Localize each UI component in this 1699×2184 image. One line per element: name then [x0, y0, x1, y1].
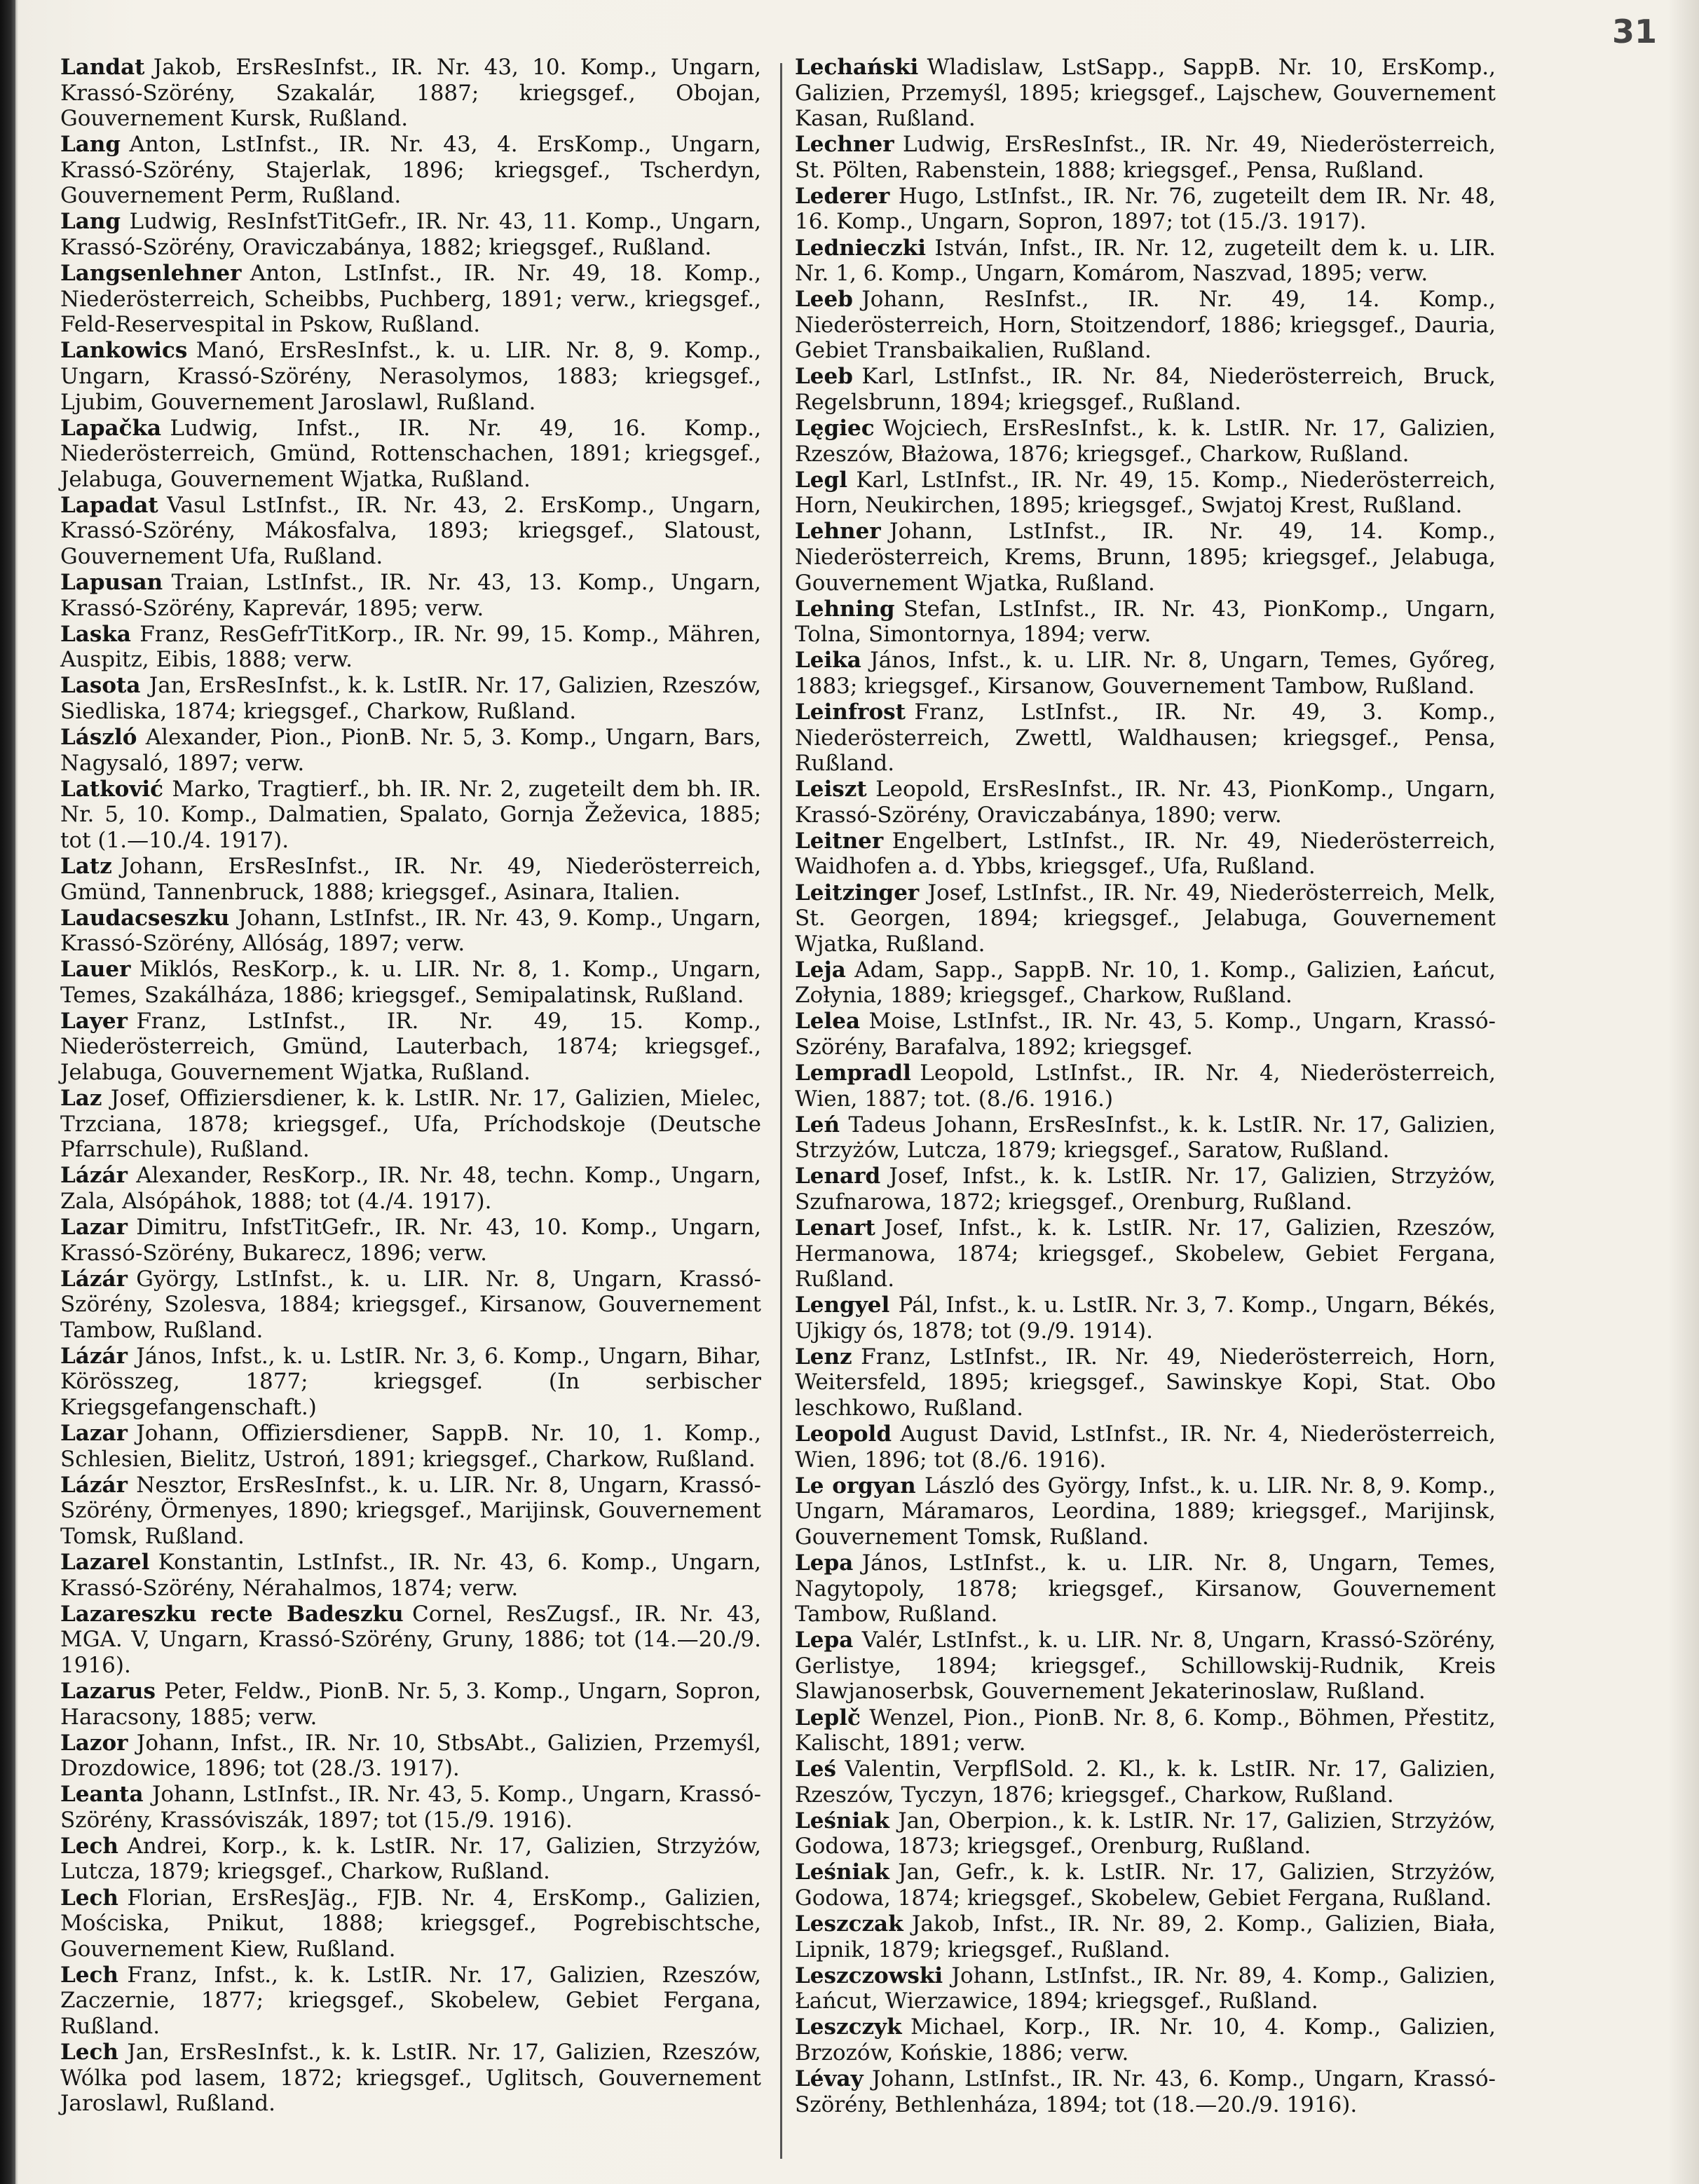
- entry-surname: Lankowics: [60, 338, 188, 364]
- left-column: [60, 55, 761, 2117]
- register-entry: [795, 1292, 1496, 1344]
- register-entry: [60, 1834, 761, 1885]
- register-entry: [795, 519, 1496, 596]
- entry-surname: Leitner: [795, 828, 884, 854]
- entry-surname: Lech: [60, 1885, 118, 1911]
- register-entry: [60, 1602, 761, 1679]
- entry-details: Franz, LstInfst., IR. Nr. 49, 3. Komp., Niederösterreich, Zwettl, Waldhausen; kriegsgef., Pensa, Rußland.: [795, 699, 1496, 777]
- entry-surname: Leszczowski: [795, 1963, 943, 1988]
- register-entry: [60, 1215, 761, 1266]
- entry-details: Valentin, VerpflSold. 2. Kl., k. k. LstIR. Nr. 17, Galizien, Rzeszów, Tyczyn, 1876; kriegsgef., Charkow, Rußland.: [795, 1756, 1496, 1808]
- entry-details: Leopold, LstInfst., IR. Nr. 4, Niederösterreich, Wien, 1887; tot. (8./6. 1916.): [795, 1060, 1496, 1112]
- entry-surname: Lepa: [795, 1550, 854, 1576]
- entry-surname: Lazareszku recte Badeszku: [60, 1601, 404, 1627]
- entry-details: Johann, LstInfst., IR. Nr. 49, 14. Komp., Niederösterreich, Krems, Brunn, 1895; kriegsgef., Jelabuga, Gouvernement Wjatka, Rußland.: [795, 519, 1496, 596]
- entry-details: Andrei, Korp., k. k. LstIR. Nr. 17, Galizien, Strzyżów, Lutcza, 1879; kriegsgef., Charkow, Rußland.: [60, 1833, 761, 1885]
- entry-details: Jan, Oberpion., k. k. LstIR. Nr. 17, Galizien, Strzyżów, Godowa, 1873; kriegsgef., Orenburg, Rußland.: [795, 1808, 1496, 1859]
- entry-details: István, Infst., IR. Nr. 12, zugeteilt dem k. u. LIR. Nr. 1, 6. Komp., Ungarn, Komárom, Naszvad, 1895; verw.: [795, 235, 1496, 287]
- register-entry: [60, 673, 761, 724]
- register-entry: [795, 1163, 1496, 1215]
- entry-details: Peter, Feldw., PionB. Nr. 5, 3. Komp., Ungarn, Sopron, Haracsony, 1885; verw.: [60, 1678, 761, 1730]
- register-entry: [60, 261, 761, 338]
- entry-details: János, Infst., k. u. LstIR. Nr. 3, 6. Komp., Ungarn, Bihar, Körösszeg, 1877; kriegsgef. (In serbischer Kriegsgefangenschaft.): [60, 1343, 761, 1421]
- entry-surname: Leśniak: [795, 1808, 889, 1834]
- register-entry: [60, 1550, 761, 1601]
- entry-surname: Lech: [60, 1833, 118, 1859]
- register-entry: [795, 2066, 1496, 2117]
- entry-surname: Lech: [60, 1962, 118, 1988]
- entry-surname: Leplč: [795, 1705, 861, 1731]
- entry-details: Alexander, ResKorp., IR. Nr. 48, techn. Komp., Ungarn, Zala, Alsópáhok, 1888; tot (4./4. 1917).: [60, 1163, 761, 1214]
- entry-surname: Langsenlehner: [60, 261, 242, 287]
- entry-surname: Lederer: [795, 183, 890, 209]
- entry-surname: Latz: [60, 853, 112, 879]
- entry-surname: Lapačka: [60, 415, 162, 441]
- register-entry: [60, 854, 761, 905]
- entry-surname: Leja: [795, 957, 846, 983]
- entry-details: Engelbert, LstInfst., IR. Nr. 49, Niederösterreich, Waidhofen a. d. Ybbs, kriegsgef., Ufa, Rußland.: [795, 828, 1496, 880]
- column-divider: [780, 63, 782, 2159]
- entry-details: Cornel, ResZugsf., IR. Nr. 43, MGA. V, Ungarn, Krassó-Szörény, Gruny, 1886; tot (14.—20./9. 1916).: [60, 1601, 761, 1678]
- register-entry: [795, 957, 1496, 1009]
- entry-surname: Lapadat: [60, 492, 158, 518]
- entry-surname: Leśniak: [795, 1859, 889, 1885]
- entry-surname: Lednieczki: [795, 235, 926, 261]
- entry-details: Franz, ResGefrTitKorp., IR. Nr. 99, 15. Komp., Mähren, Auspitz, Eibis, 1888; verw.: [60, 621, 761, 673]
- entry-details: Alexander, Pion., PionB. Nr. 5, 3. Komp., Ungarn, Bars, Nagysaló, 1897; verw.: [60, 725, 761, 776]
- entry-details: Josef, Offiziersdiener, k. k. LstIR. Nr. 17, Galizien, Mielec, Trzciana, 1878; kriegsgef., Ufa, Príchodskoje (Deutsche Pfarrschule), Rußland.: [60, 1086, 761, 1163]
- register-entry: [60, 1782, 761, 1833]
- entry-details: Johann, Offiziersdiener, SappB. Nr. 10, 1. Komp., Schlesien, Bielitz, Ustroń, 1891; kriegsgef., Charkow, Rußland.: [60, 1421, 761, 1472]
- entry-details: Dimitru, InfstTitGefr., IR. Nr. 43, 10. Komp., Ungarn, Krassó-Szörény, Bukarecz, 1896; verw.: [60, 1215, 761, 1266]
- entry-details: August David, LstInfst., IR. Nr. 4, Niederösterreich, Wien, 1896; tot (8./6. 1916).: [795, 1421, 1496, 1473]
- entry-details: Konstantin, LstInfst., IR. Nr. 43, 6. Komp., Ungarn, Krassó-Szörény, Nérahalmos, 1874; verw.: [60, 1550, 761, 1601]
- entry-details: Johann, Infst., IR. Nr. 10, StbsAbt., Galizien, Przemyśl, Drozdowice, 1896; tot (28./3. 1917).: [60, 1730, 761, 1782]
- entry-surname: Leń: [795, 1112, 840, 1138]
- register-entry: [60, 1344, 761, 1421]
- entry-details: Franz, LstInfst., IR. Nr. 49, Niederösterreich, Horn, Weitersfeld, 1895; kriegsgef., Sawinskye Kopi, Stat. Obo leschkowo, Rußland.: [795, 1344, 1496, 1421]
- register-entry: [60, 416, 761, 493]
- entry-details: Johann, ErsResInfst., IR. Nr. 49, Niederösterreich, Gmünd, Tannenbruck, 1888; kriegsgef., Asinara, Italien.: [60, 853, 761, 905]
- book-binding-edge: [0, 0, 15, 2184]
- entry-details: Wladislaw, LstSapp., SappB. Nr. 10, ErsKomp., Galizien, Przemyśl, 1895; kriegsgef., Lajschew, Gouvernement Kasan, Rußland.: [795, 55, 1496, 132]
- entry-surname: Laudacseszku: [60, 905, 230, 931]
- entry-details: Jan, ErsResInfst., k. k. LstIR. Nr. 17, Galizien, Rzeszów, Siedliska, 1874; kriegsgef., Charkow, Rußland.: [60, 673, 761, 724]
- entry-details: Karl, LstInfst., IR. Nr. 84, Niederösterreich, Bruck, Regelsbrunn, 1894; kriegsgef., Rußland.: [795, 364, 1496, 416]
- entry-surname: Lazarus: [60, 1678, 156, 1704]
- entry-surname: Leeb: [795, 364, 853, 390]
- entry-surname: Lazarel: [60, 1550, 150, 1576]
- entry-details: Marko, Tragtierf., bh. IR. Nr. 2, zugeteilt dem bh. IR. Nr. 5, 10. Komp., Dalmatien, Spalato, Gornja Žeževica, 1885; tot (1.—10./4. 1917).: [60, 776, 761, 853]
- entry-surname: Lazar: [60, 1215, 128, 1241]
- register-entry: [60, 338, 761, 415]
- register-entry: [795, 236, 1496, 287]
- entry-details: Johann, LstInfst., IR. Nr. 43, 5. Komp., Ungarn, Krassó-Szörény, Krassóviszák, 1897; tot (15./9. 1916).: [60, 1782, 761, 1833]
- register-entry: [795, 1756, 1496, 1808]
- entry-surname: László: [60, 725, 137, 751]
- entry-details: Wojciech, ErsResInfst., k. k. LstIR. Nr. 17, Galizien, Rzeszów, Błażowa, 1876; kriegsgef., Charkow, Rußland.: [795, 416, 1496, 467]
- entry-surname: Lepa: [795, 1627, 854, 1653]
- entry-details: Ludwig, ResInfstTitGefr., IR. Nr. 43, 11. Komp., Ungarn, Krassó-Szörény, Oraviczabánya, 1882; kriegsgef., Rußland.: [60, 209, 761, 261]
- entry-surname: Leitzinger: [795, 880, 920, 906]
- register-entry: [795, 364, 1496, 415]
- entry-details: Nesztor, ErsResInfst., k. u. LIR. Nr. 8, Ungarn, Krassó-Szörény, Örmenyes, 1890; kriegsgef., Marijinsk, Gouvernement Tomsk, Rußland.: [60, 1472, 761, 1549]
- register-entry: [795, 287, 1496, 364]
- entry-surname: Lech: [60, 2040, 118, 2066]
- register-entry: [795, 184, 1496, 235]
- register-entry: [60, 957, 761, 1008]
- register-entry: [60, 1086, 761, 1163]
- register-entry: [60, 1267, 761, 1344]
- entry-details: János, LstInfst., k. u. LIR. Nr. 8, Ungarn, Temes, Nagytopoly, 1878; kriegsgef., Kirsanow, Gouvernement Tambow, Rußland.: [795, 1550, 1496, 1627]
- register-entry: [795, 1859, 1496, 1911]
- entry-surname: Lehner: [795, 519, 881, 545]
- entry-surname: Lázár: [60, 1343, 128, 1369]
- register-entry: [795, 1060, 1496, 1112]
- register-entry: [60, 570, 761, 621]
- entry-details: Johann, LstInfst., IR. Nr. 43, 9. Komp., Ungarn, Krassó-Szörény, Allóság, 1897; verw.: [60, 905, 761, 957]
- entry-details: Pál, Infst., k. u. LstIR. Nr. 3, 7. Komp., Ungarn, Békés, Ujkigy ós, 1878; tot (9./9. 1914).: [795, 1292, 1496, 1344]
- register-entry: [60, 209, 761, 260]
- entry-surname: Lelea: [795, 1009, 861, 1035]
- entry-details: Traian, LstInfst., IR. Nr. 43, 13. Komp., Ungarn, Krassó-Szörény, Kaprevár, 1895; verw.: [60, 570, 761, 621]
- entry-details: Michael, Korp., IR. Nr. 10, 4. Komp., Galizien, Brzozów, Końskie, 1886; verw.: [795, 2014, 1496, 2066]
- register-entry: [60, 493, 761, 570]
- entry-details: György, LstInfst., k. u. LIR. Nr. 8, Ungarn, Krassó-Szörény, Szolesva, 1884; kriegsgef., Kirsanow, Gouvernement Tambow, Rußland.: [60, 1266, 761, 1343]
- entry-details: Jakob, ErsResInfst., IR. Nr. 43, 10. Komp., Ungarn, Krassó-Szörény, Szakalár, 1887; kriegsgef., Obojan, Gouvernement Kursk, Rußland.: [60, 55, 761, 132]
- entry-details: Ludwig, ErsResInfst., IR. Nr. 49, Niederösterreich, St. Pölten, Rabenstein, 1888; kriegsgef., Pensa, Rußland.: [795, 132, 1496, 183]
- entry-surname: Lazar: [60, 1421, 128, 1447]
- entry-surname: Lázár: [60, 1163, 128, 1189]
- entry-details: Moise, LstInfst., IR. Nr. 43, 5. Komp., Ungarn, Krassó-Szörény, Barafalva, 1892; kriegsgef.: [795, 1009, 1496, 1060]
- register-entry: [795, 55, 1496, 132]
- entry-surname: Leszczyk: [795, 2014, 902, 2040]
- register-entry: [795, 1473, 1496, 1550]
- entry-surname: Leś: [795, 1756, 836, 1782]
- entry-surname: Layer: [60, 1008, 128, 1034]
- entry-surname: Lauer: [60, 957, 131, 983]
- entry-details: Anton, LstInfst., IR. Nr. 49, 18. Komp., Niederösterreich, Scheibbs, Puchberg, 1891; verw., kriegsgef., Feld-Reservespital in Pskow, Rußland.: [60, 261, 761, 338]
- register-entry: [795, 1550, 1496, 1627]
- entry-surname: Lęgiec: [795, 416, 875, 442]
- entry-surname: Leopold: [795, 1421, 892, 1447]
- register-entry: [60, 55, 761, 132]
- entry-surname: Leeb: [795, 287, 853, 313]
- entry-details: Josef, Infst., k. k. LstIR. Nr. 17, Galizien, Strzyżów, Szufnarowa, 1872; kriegsgef., Orenburg, Rußland.: [795, 1163, 1496, 1215]
- register-entry: [795, 1215, 1496, 1292]
- register-entry: [795, 699, 1496, 777]
- entry-surname: Lengyel: [795, 1292, 890, 1318]
- register-entry: [60, 906, 761, 957]
- entry-surname: Legl: [795, 467, 847, 493]
- entry-details: Karl, LstInfst., IR. Nr. 49, 15. Komp., Niederösterreich, Horn, Neukirchen, 1895; kriegsgef., Swjatoj Krest, Rußland.: [795, 467, 1496, 519]
- entry-details: Anton, LstInfst., IR. Nr. 43, 4. ErsKomp., Ungarn, Krassó-Szörény, Stajerlak, 1896; kriegsgef., Tscherdyn, Gouvernement Perm, Rußland.: [60, 132, 761, 209]
- entry-details: Jan, ErsResInfst., k. k. LstIR. Nr. 17, Galizien, Rzeszów, Wólka pod lasem, 1872; kriegsgef., Uglitsch, Gouvernement Jaroslawl, Rußland.: [60, 2040, 761, 2117]
- entry-surname: Leika: [795, 648, 861, 674]
- register-entry: [795, 596, 1496, 648]
- entry-details: Josef, LstInfst., IR. Nr. 49, Niederösterreich, Melk, St. Georgen, 1894; kriegsgef., Jelabuga, Gouvernement Wjatka, Rußland.: [795, 880, 1496, 957]
- register-entry: [795, 880, 1496, 957]
- entry-details: János, Infst., k. u. LIR. Nr. 8, Ungarn, Temes, Győreg, 1883; kriegsgef., Kirsanow, Gouvernement Tambow, Rußland.: [795, 648, 1496, 699]
- register-entry: [795, 1705, 1496, 1756]
- register-entry: [60, 2040, 761, 2117]
- entry-surname: Le orgyan: [795, 1473, 916, 1499]
- entry-details: Valér, LstInfst., k. u. LIR. Nr. 8, Ungarn, Krassó-Szörény, Gerlistye, 1894; kriegsgef., Schillowskij-Rudnik, Kreis Slawjanoserbsk, Gouvernement Jekaterinoslaw, Rußland.: [795, 1627, 1496, 1705]
- entry-details: Vasul LstInfst., IR. Nr. 43, 2. ErsKomp., Ungarn, Krassó-Szörény, Mákosfalva, 1893; kriegsgef., Slatoust, Gouvernement Ufa, Rußland.: [60, 492, 761, 569]
- register-entry: [795, 1963, 1496, 2014]
- entry-details: Jakob, Infst., IR. Nr. 89, 2. Komp., Galizien, Biała, Lipnik, 1879; kriegsgef., Rußland.: [795, 1911, 1496, 1963]
- entry-surname: Lenard: [795, 1163, 881, 1189]
- entry-details: László des György, Infst., k. u. LIR. Nr. 8, 9. Komp., Ungarn, Máramaros, Leordina, 1889; kriegsgef., Marijinsk, Gouvernement Tomsk, Rußland.: [795, 1473, 1496, 1550]
- entry-surname: Latković: [60, 776, 164, 802]
- entry-surname: Lasota: [60, 673, 141, 699]
- entry-surname: Lázár: [60, 1266, 128, 1292]
- entry-surname: Lazor: [60, 1730, 128, 1756]
- register-entry: [795, 132, 1496, 183]
- entry-details: Jan, Gefr., k. k. LstIR. Nr. 17, Galizien, Strzyżów, Godowa, 1874; kriegsgef., Skobelew, Gebiet Fergana, Rußland.: [795, 1859, 1496, 1911]
- register-entry: [60, 1731, 761, 1782]
- register-entry: [795, 1344, 1496, 1421]
- entry-surname: Lapusan: [60, 570, 163, 596]
- entry-surname: Lázár: [60, 1472, 128, 1498]
- register-entry: [795, 1421, 1496, 1473]
- entry-details: Ludwig, Infst., IR. Nr. 49, 16. Komp., Niederösterreich, Gmünd, Rottenschachen, 1891; kriegsgef., Jelabuga, Gouvernement Wjatka, Rußland.: [60, 415, 761, 492]
- entry-details: Adam, Sapp., SappB. Nr. 10, 1. Komp., Galizien, Łańcut, Zołynia, 1889; kriegsgef., Charkow, Rußland.: [795, 957, 1496, 1009]
- register-entry: [795, 1009, 1496, 1060]
- right-column: [795, 55, 1496, 2118]
- entry-surname: Lenz: [795, 1344, 852, 1370]
- register-entry: [60, 1421, 761, 1472]
- register-entry: [795, 1112, 1496, 1163]
- entry-surname: Lempradl: [795, 1060, 911, 1086]
- register-entry: [60, 777, 761, 854]
- register-entry: [60, 1473, 761, 1550]
- entry-details: Manó, ErsResInfst., k. u. LIR. Nr. 8, 9. Komp., Ungarn, Krassó-Szörény, Nerasolymos, 1883; kriegsgef., Ljubim, Gouvernement Jaroslawl, Rußland.: [60, 338, 761, 415]
- entry-details: Johann, LstInfst., IR. Nr. 43, 6. Komp., Ungarn, Krassó-Szörény, Bethlenháza, 1894; tot (18.—20./9. 1916).: [795, 2066, 1496, 2117]
- register-entry: [795, 648, 1496, 699]
- entry-details: Leopold, ErsResInfst., IR. Nr. 43, PionKomp., Ungarn, Krassó-Szörény, Oraviczabánya, 1890; verw.: [795, 777, 1496, 828]
- entry-surname: Leanta: [60, 1782, 144, 1808]
- entry-surname: Leszczak: [795, 1911, 903, 1937]
- register-entry: [795, 416, 1496, 467]
- register-entry: [60, 132, 761, 209]
- entry-surname: Lechner: [795, 132, 894, 158]
- register-entry: [795, 1911, 1496, 1963]
- register-entry: [795, 1627, 1496, 1705]
- entry-surname: Leinfrost: [795, 699, 906, 725]
- entry-details: Franz, Infst., k. k. LstIR. Nr. 17, Galizien, Rzeszów, Zaczernie, 1877; kriegsgef., Skobelew, Gebiet Fergana, Rußland.: [60, 1962, 761, 2039]
- entry-surname: Laska: [60, 621, 131, 647]
- entry-details: Tadeus Johann, ErsResInfst., k. k. LstIR. Nr. 17, Galizien, Strzyżów, Lutcza, 1879; kriegsgef., Saratow, Rußland.: [795, 1112, 1496, 1163]
- entry-details: Johann, ResInfst., IR. Nr. 49, 14. Komp., Niederösterreich, Horn, Stoitzendorf, 1886; kriegsgef., Dauria, Gebiet Transbaikalien, Rußland.: [795, 287, 1496, 364]
- register-entry: [795, 2014, 1496, 2066]
- register-entry: [60, 1163, 761, 1214]
- register-entry: [795, 828, 1496, 880]
- entry-surname: Lang: [60, 132, 121, 158]
- entry-details: Johann, LstInfst., IR. Nr. 89, 4. Komp., Galizien, Łańcut, Wierzawice, 1894; kriegsgef., Rußland.: [795, 1963, 1496, 2014]
- entry-surname: Lehning: [795, 596, 895, 622]
- register-entry: [795, 467, 1496, 519]
- register-entry: [795, 777, 1496, 828]
- register-entry: [795, 1808, 1496, 1859]
- register-entry: [60, 622, 761, 673]
- register-entry: [60, 725, 761, 776]
- entry-surname: Lechański: [795, 55, 919, 80]
- entry-details: Wenzel, Pion., PionB. Nr. 8, 6. Komp., Böhmen, Přestitz, Kalischt, 1891; verw.: [795, 1705, 1496, 1756]
- register-entry: [60, 1679, 761, 1730]
- entry-surname: Landat: [60, 55, 145, 80]
- register-entry: [60, 1885, 761, 1963]
- entry-surname: Lévay: [795, 2066, 864, 2092]
- page-number: 31: [1611, 13, 1657, 50]
- entry-surname: Leiszt: [795, 777, 867, 803]
- register-entry: [60, 1963, 761, 2040]
- entry-details: Franz, LstInfst., IR. Nr. 49, 15. Komp., Niederösterreich, Gmünd, Lauterbach, 1874; kriegsgef., Jelabuga, Gouvernement Wjatka, Rußland.: [60, 1008, 761, 1086]
- entry-surname: Lang: [60, 209, 121, 235]
- entry-surname: Laz: [60, 1086, 102, 1112]
- register-entry: [60, 1009, 761, 1086]
- entry-details: Florian, ErsResJäg., FJB. Nr. 4, ErsKomp., Galizien, Mościska, Pnikut, 1888; kriegsgef., Pogrebischtsche, Gouvernement Kiew, Rußland.: [60, 1885, 761, 1962]
- entry-details: Miklós, ResKorp., k. u. LIR. Nr. 8, 1. Komp., Ungarn, Temes, Szakálháza, 1886; kriegsgef., Semipalatinsk, Rußland.: [60, 957, 761, 1008]
- entry-details: Stefan, LstInfst., IR. Nr. 43, PionKomp., Ungarn, Tolna, Simontornya, 1894; verw.: [795, 596, 1496, 648]
- entry-details: Josef, Infst., k. k. LstIR. Nr. 17, Galizien, Rzeszów, Hermanowa, 1874; kriegsgef., Skobelew, Gebiet Fergana, Rußland.: [795, 1215, 1496, 1292]
- entry-surname: Lenart: [795, 1215, 875, 1241]
- entry-details: Hugo, LstInfst., IR. Nr. 76, zugeteilt dem IR. Nr. 48, 16. Komp., Ungarn, Sopron, 1897; tot (15./3. 1917).: [795, 183, 1496, 235]
